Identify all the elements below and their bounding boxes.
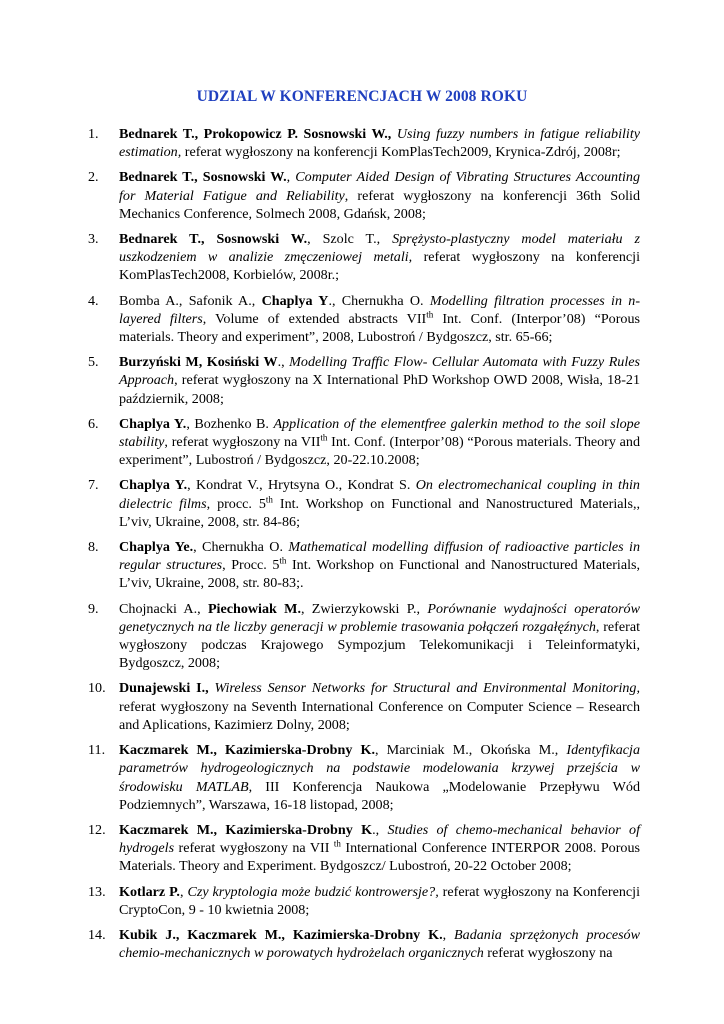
citation-text: Bomba A., Safonik A., — [119, 292, 262, 309]
citation-text: , Zwierzykowski P., — [300, 600, 428, 617]
conference-list — [88, 125, 640, 969]
author-names: Burzyński M, Kosiński W — [119, 354, 278, 371]
paper-title: Computer Aided Design of Vibrating Structures Accounting for Material Fatigue and Reliability — [119, 169, 641, 204]
author-names: Chaplya Y. — [119, 415, 187, 432]
ordinal-suffix: th — [426, 309, 434, 320]
paper-title: Porównanie wydajności operatorów genetycznych na tle liczby generacji w problemie trasowania połączeń rozgałęźnych — [119, 600, 641, 635]
citation-text: referat wygłoszony na konferencji KomPlasTech2008, Korbielów, 2008r.; — [119, 249, 641, 284]
list-item-number: 8. — [88, 539, 99, 556]
citation-text: International Conference INTERPOR 2008. Porous Materials. Theory and Experiment. Bydgoszcz/ Lubostroń, 20-22 October 2008; — [119, 840, 640, 875]
citation-text: referat wygłoszony na — [483, 945, 613, 962]
list-item-text — [119, 293, 640, 345]
author-names: Kaczmarek M., Kazimierska-Drobny K. — [119, 742, 376, 759]
list-item — [88, 679, 640, 734]
citation-text: Chojnacki A., — [119, 600, 208, 617]
citation-text: , Marciniak M., Okońska M., — [375, 742, 567, 759]
citation-text: , referat wygłoszony na konferencji 36th Solid Mechanics Conference, Solmech 2008, Gdańsk, 2008; — [119, 187, 640, 222]
list-item-number: 2. — [88, 169, 99, 186]
list-item-text — [119, 680, 640, 732]
list-item-number: 9. — [88, 600, 99, 617]
citation-text: , — [442, 926, 455, 943]
author-names: Kubik J., Kaczmarek M., Kazimierska-Drobny K. — [119, 926, 443, 943]
paper-title: Modelling Traffic Flow- Cellular Automata with Fuzzy Rules Approach — [119, 354, 641, 389]
list-item-number: 4. — [88, 292, 99, 309]
paper-title: Sprężysto-plastyczny model materiału z uszkodzeniem w analizie zmęczeniowej metali, — [119, 231, 640, 266]
paper-title: Application of the elementfree galerkin method to the soil slope stability — [119, 415, 640, 451]
list-item — [88, 415, 640, 470]
citation-text: referat wygłoszony na Konferencji CryptoCon, 9 - 10 kwietnia 2008; — [119, 883, 640, 918]
author-names: Chaplya Ye. — [119, 539, 194, 556]
list-item-text — [119, 601, 640, 672]
list-item-number: 1. — [88, 126, 99, 142]
list-item-text — [119, 416, 640, 468]
list-item — [88, 292, 640, 347]
list-item-number: 10. — [88, 680, 106, 697]
author-names: Dunajewski I., — [119, 680, 209, 697]
ordinal-suffix: th — [333, 838, 341, 849]
paper-title: Badania sprzężonych procesów chemio-mechanicznych w porowatych hydrożelach organicznych — [119, 926, 641, 962]
list-item — [88, 538, 640, 593]
list-item — [88, 230, 640, 285]
citation-text: ., Chernukha O. — [328, 292, 430, 309]
list-item-text — [119, 539, 640, 591]
paper-title: Identyfikacja parametrów hydrogeologicznych na podstawie modelowania krzywej przejścia w środowisku MATLAB — [119, 742, 640, 795]
author-names: Bednarek T., Sosnowski W. — [119, 231, 308, 248]
list-item-number: 13. — [88, 883, 106, 900]
citation-text: Int. Conf. (Interpor’08) “Porous materials. Theory and experiment”, Lubostroń / Bydgoszcz, 20-22.10.2008; — [119, 434, 641, 469]
list-item-text — [119, 477, 640, 529]
list-item — [88, 125, 640, 161]
list-item — [88, 600, 640, 673]
citation-text: , Chernukha O. — [193, 539, 289, 556]
list-item — [88, 741, 640, 814]
list-item — [88, 476, 640, 531]
citation-text: , — [179, 883, 188, 900]
citation-text: , Kondrat V., Hrytsyna O., Kondrat S. — [187, 477, 416, 494]
citation-text: , Procc. 5 — [222, 557, 280, 574]
citation-text: , referat wygłoszony podczas Krajowego Sympozjum Telekomunikacji i Teleinformatyki, Bydgoszcz, 2008; — [119, 618, 640, 672]
list-item-text — [119, 126, 640, 160]
citation-text: ., — [277, 354, 290, 371]
list-item — [88, 168, 640, 223]
author-names: Kaczmarek M., Kazimierska-Drobny K — [119, 821, 373, 838]
list-item-number: 11. — [88, 742, 106, 759]
list-item — [88, 926, 640, 962]
ordinal-suffix: th — [265, 493, 273, 504]
ordinal-suffix: th — [279, 555, 287, 566]
paper-title: Czy kryptologia może budzić kontrowersje?, — [187, 883, 439, 900]
author-names: Chaplya Y. — [119, 477, 188, 494]
list-item-text — [119, 927, 640, 961]
citation-text: Int. Workshop on Functional and Nanostructured Materials,, L’viv, Ukraine, 2008, str. 84-86; — [119, 495, 640, 530]
page-title: UDZIAL W KONFERENCJACH W 2008 ROKU — [196, 88, 528, 105]
citation-text: , III Konferencja Naukowa „Modelowanie Przepływu Wód Podziemnych”, Warszawa, 16-18 listopad, 2008; — [119, 778, 640, 813]
list-item-text — [119, 822, 640, 874]
paper-title: Mathematical modelling diffusion of radioactive particles in regular structures — [119, 539, 640, 574]
author-names: Bednarek T., Prokopowicz P. Sosnowski W., — [119, 126, 392, 142]
paper-title: Studies of chemo-mechanical behavior of hydrogels — [119, 821, 640, 857]
list-item — [88, 353, 640, 408]
list-item-number: 6. — [88, 415, 99, 432]
list-item-number: 14. — [88, 926, 106, 943]
list-item-text — [119, 742, 640, 813]
citation-text: , referat wygłoszony na X International PhD Workshop OWD 2008, Wisła, 18-21 październik, 2008; — [119, 372, 640, 407]
list-item-number: 3. — [88, 231, 99, 248]
list-item-text — [119, 884, 640, 918]
author-names: Piechowiak M. — [207, 600, 301, 617]
citation-text: Int. Workshop on Functional and Nanostructured Materials, L’viv, Ukraine, 2008, str. 80-83;. — [119, 557, 641, 592]
paper-title: Modelling filtration processes in n-layered filters — [119, 292, 641, 327]
citation-text: Int. Conf. (Interpor’08) “Porous materials. Theory and experiment”, 2008, Lubostroń / Bydgoszcz, str. 65-66; — [119, 310, 640, 346]
paper-title: Using fuzzy numbers in fatigue reliability estimation, — [119, 126, 640, 161]
citation-text: , procc. 5 — [206, 495, 266, 512]
list-item-text — [119, 169, 640, 221]
ordinal-suffix: th — [320, 432, 328, 443]
author-names: Bednarek T., Sosnowski W. — [119, 169, 287, 186]
citation-text: referat wygłoszony na VII — [174, 840, 334, 857]
citation-text: ., — [372, 821, 388, 838]
author-names: Chaplya Y — [261, 292, 329, 309]
list-item — [88, 821, 640, 876]
paper-title: On electromechanical coupling in thin dielectric films — [119, 477, 640, 512]
citation-text: , — [286, 169, 296, 186]
citation-text: referat wygłoszony na Seventh International Conference on Computer Science – Research and Aplications, Kazimierz Dolny, 2008; — [119, 698, 640, 733]
citation-text: , Szolc T., — [307, 231, 393, 248]
list-item-text — [119, 231, 640, 283]
citation-text: , Bozhenko B. — [186, 415, 274, 432]
author-names: Kotlarz P. — [119, 883, 180, 900]
paper-title: Wireless Sensor Networks for Structural and Environmental Monitoring, — [214, 680, 641, 697]
list-item-number: 12. — [88, 821, 106, 838]
list-item-text — [119, 354, 640, 406]
citation-text: referat wygłoszony na konferencji KomPlasTech2009, Krynica-Zdrój, 2008r; — [181, 144, 621, 161]
list-item-number: 7. — [88, 477, 99, 494]
list-item-number: 5. — [88, 354, 99, 371]
citation-text: , referat wygłoszony na VII — [164, 434, 321, 451]
citation-text: , Volume of extended abstracts VII — [202, 310, 427, 327]
list-item — [88, 883, 640, 919]
